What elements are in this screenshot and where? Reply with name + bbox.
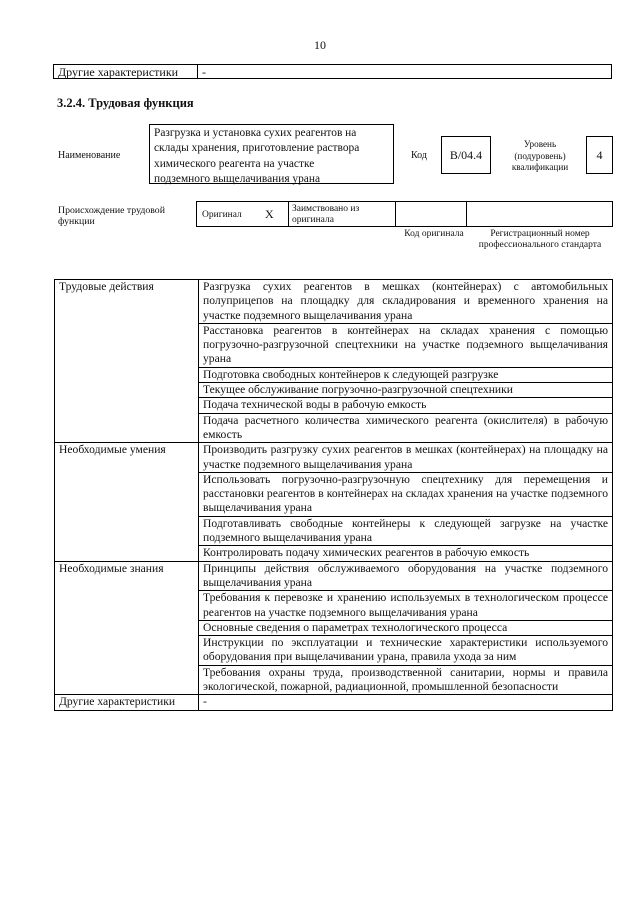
other-characteristics-value: - — [202, 65, 206, 79]
origin-reg-cell — [467, 202, 612, 226]
table-cell: - — [199, 695, 613, 710]
table-cell: Подача технической воды в рабочую емкость — [199, 398, 613, 413]
table-cell: Принципы действия обслуживаемого оборудования на участке подземного выщелачивания урана — [199, 561, 613, 591]
code-value: B/04.4 — [449, 148, 483, 162]
function-name-line: подземного выщелачивания урана — [154, 172, 321, 185]
table-cell: Подготавливать свободные контейнеры к следующей загрузке на участке подземного выщелачивания урана — [199, 516, 613, 546]
table-row — [55, 695, 613, 710]
level-label-line: Уровень — [523, 139, 557, 149]
origin-mark: X — [265, 207, 274, 221]
table-cell: Расстановка реагентов в контейнерах на складах хранения с помощью погрузочно-разгрузочной спецтехники на участке подземного выщелачивания урана — [199, 323, 613, 367]
table-cell: Инструкции по эксплуатации и технические характеристики используемого оборудования при выщелачивании урана, правила ухода за ним — [199, 636, 613, 666]
table-cell: Производить разгрузку сухих реагентов в мешках (контейнерах) на площадку на участке подземного выщелачивания урана — [199, 443, 613, 473]
level-label-line: (подуровень) — [514, 150, 566, 161]
origin-borrowed-cell — [289, 202, 396, 226]
code-box — [441, 136, 491, 174]
origin-code-caption: Код оригинала — [404, 229, 464, 239]
section-label: Необходимые умения — [55, 443, 199, 561]
table-cell: Требования охраны труда, производственной санитарии, нормы и правила экологической, пожарной, радиационной, промышленной безопасности — [199, 665, 613, 695]
section-title: 3.2.4. Трудовая функция — [57, 96, 194, 110]
other-characteristics-table — [53, 64, 612, 79]
table-row — [55, 561, 613, 591]
table-cell: Разгрузка сухих реагентов в мешках (контейнерах) с автомобильных полуприцепов на площадку для складирования и временного хранения на участке подземного выщелачивания урана — [199, 280, 613, 324]
code-label: Код — [411, 150, 427, 161]
table-cell: Требования к перевозке и хранению используемых в технологическом процессе реагентов на участке подземного выщелачивания урана — [199, 591, 613, 621]
level-box — [586, 136, 613, 174]
origin-reg-caption: Регистрационный номер профессионального стандарта — [478, 229, 602, 250]
table-cell: Подача расчетного количества химического реагента (окислителя) в рабочую емкость — [199, 413, 613, 443]
section-label: Другие характеристики — [55, 695, 199, 710]
function-details-table — [54, 279, 613, 711]
table-row — [55, 443, 613, 473]
origin-code-cell — [396, 202, 467, 226]
table-cell: Основные сведения о параметрах технологического процесса — [199, 620, 613, 635]
name-label: Наименование — [58, 150, 121, 161]
level-label-line: квалификации — [511, 162, 569, 172]
origin-borrowed-text: Заимствовано из оригинала — [292, 204, 360, 225]
origin-grid — [196, 201, 613, 227]
page-number: 10 — [314, 38, 326, 52]
other-characteristics-label: Другие характеристики — [58, 65, 179, 79]
level-label — [500, 139, 580, 174]
function-name-line: склады хранения, приготовление раствора — [154, 142, 360, 155]
table-cell: Контролировать подачу химических реагентов в рабочую емкость — [199, 546, 613, 561]
table-row — [55, 280, 613, 324]
function-name-line: Разгрузка и установка сухих реагентов на — [154, 127, 357, 139]
origin-original-cell — [197, 202, 289, 226]
section-label: Необходимые знания — [55, 561, 199, 695]
function-name-line: химического реагента на участке — [154, 157, 315, 170]
origin-label: Происхождение трудовой функции — [58, 205, 165, 227]
table-cell: Использовать погрузочно-разгрузочную спецтехнику для перемещения и расстановки реагентов в контейнерах на складах хранения на участке подземного выщелачивания урана — [199, 472, 613, 516]
section-label: Трудовые действия — [55, 280, 199, 443]
table-cell: Подготовка свободных контейнеров к следующей разгрузке — [199, 367, 613, 382]
function-name-box — [149, 124, 394, 184]
table-cell: Текущее обслуживание погрузочно-разгрузочной спецтехники — [199, 383, 613, 398]
origin-original-text: Оригинал — [202, 210, 242, 220]
level-value: 4 — [596, 148, 603, 162]
